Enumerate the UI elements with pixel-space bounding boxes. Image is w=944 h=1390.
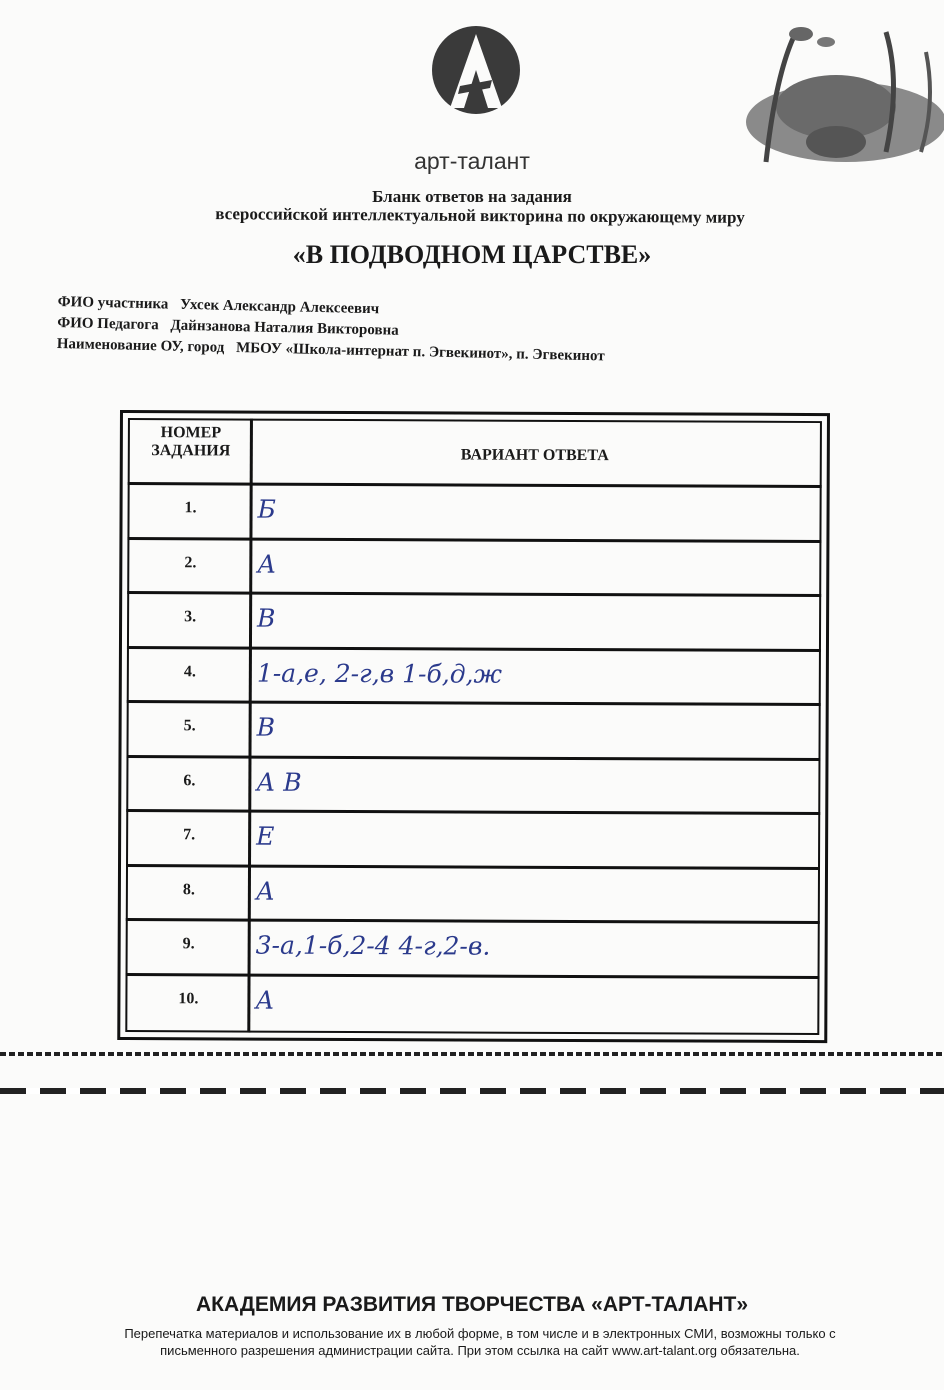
- school-label: Наименование ОУ, город: [56, 335, 225, 356]
- column-header-answer: ВАРИАНТ ОТВЕТА: [460, 446, 609, 465]
- art-talant-logo: [430, 20, 522, 140]
- task-number: 8.: [182, 880, 195, 898]
- footer-note-line2: письменного разрешения администрации сайта. При этом ссылка на сайт www.art-talant.org обязательна.: [160, 1343, 800, 1358]
- task-number: 5.: [183, 717, 196, 735]
- brand-name: арт-талант: [414, 148, 530, 174]
- participant-info: [57, 292, 614, 368]
- handwritten-answer: 1-а,е, 2-г,в 1-б,д,ж: [256, 658, 503, 689]
- form-subtitle: всероссийской интеллектуальной викторина по окружающему миру: [215, 204, 745, 227]
- torn-edge-lower: [0, 1088, 944, 1094]
- task-number: 9.: [182, 935, 195, 953]
- quiz-title: «В ПОДВОДНОМ ЦАРСТВЕ»: [292, 240, 652, 269]
- school-value: МБОУ «Школа-интернат п. Эгвекинот», п. Эгвекинот: [235, 340, 605, 365]
- underwater-reef-illustration: [726, 12, 944, 172]
- column-header-number-line2: ЗАДАНИЯ: [151, 442, 231, 460]
- footer-note-line1: Перепечатка материалов и использование их в любой форме, в том числе и в электронных СМИ, возможны только с: [124, 1326, 836, 1341]
- handwritten-answer: Б: [257, 494, 277, 524]
- column-header-number-line1: НОМЕР: [160, 424, 222, 442]
- task-number: 2.: [184, 553, 197, 571]
- task-number: 3.: [184, 608, 197, 626]
- handwritten-answer: В: [256, 712, 276, 742]
- teacher-label: ФИО Педагога: [57, 314, 159, 334]
- teacher-value: Дайнзанова Наталия Викторовна: [170, 317, 399, 339]
- torn-edge: [0, 1052, 944, 1056]
- task-number: 7.: [183, 826, 196, 844]
- column-header-number: [132, 424, 250, 461]
- handwritten-answer: Е: [256, 821, 275, 851]
- participant-value: Ухсек Александр Алексеевич: [179, 296, 380, 318]
- handwritten-answer: А: [257, 549, 277, 579]
- answer-table: [117, 410, 830, 1043]
- task-number: 10.: [178, 989, 199, 1007]
- participant-label: ФИО участника: [57, 293, 169, 313]
- task-number: 1.: [184, 499, 197, 517]
- task-number: 4.: [183, 662, 196, 680]
- handwritten-answer: В: [257, 603, 276, 633]
- handwritten-answer: А В: [256, 767, 302, 797]
- handwritten-answer: А: [255, 985, 275, 1015]
- footer-title: АКАДЕМИЯ РАЗВИТИЯ ТВОРЧЕСТВА «АРТ-ТАЛАНТ»: [195, 1293, 749, 1316]
- handwritten-answer: 3-а,1-б,2-4 4-г,2-в.: [255, 930, 491, 961]
- form-title: Бланк ответов на задания: [372, 187, 572, 206]
- footer-note: [90, 1325, 870, 1359]
- task-number: 6.: [183, 771, 196, 789]
- handwritten-answer: А: [255, 876, 275, 906]
